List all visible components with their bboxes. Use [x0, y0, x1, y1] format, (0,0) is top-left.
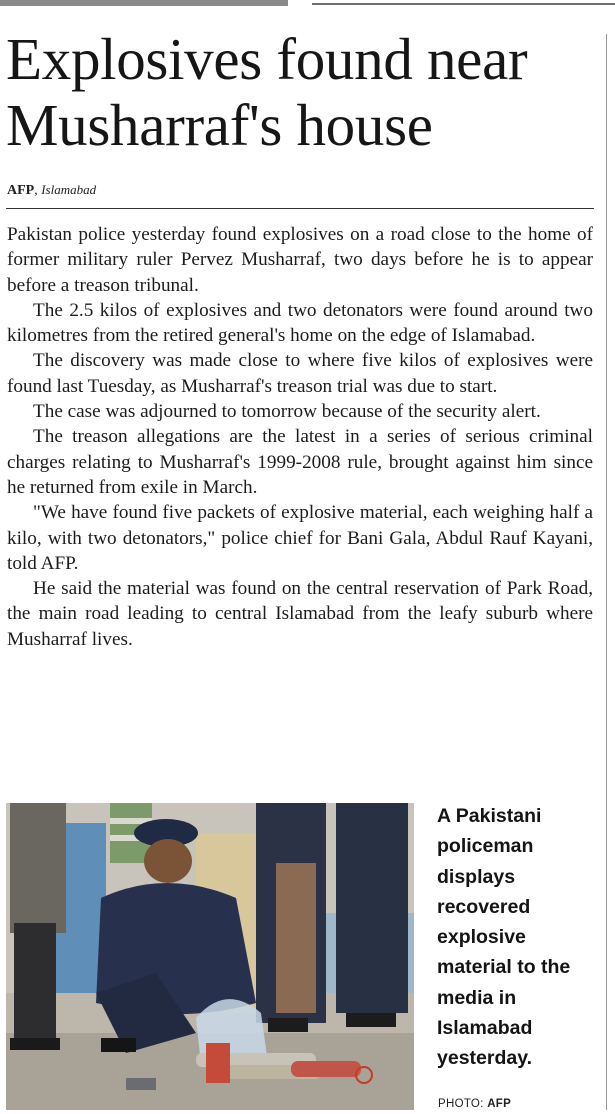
paragraph-3: The discovery was made close to where five kilos of explosives were found last Tuesday, as Musharraf's treason trial was due to start. [7, 350, 593, 397]
headline-line-2: Musharraf's house [6, 92, 433, 158]
news-photo [6, 803, 414, 1110]
byline-rule [6, 208, 594, 209]
paragraph-2: The 2.5 kilos of explosives and two detonators were found around two kilometres from the retired general's home on the edge of Islamabad. [7, 299, 593, 347]
photo-caption: A Pakistani policeman displays recovered explosive material to the media in Islamabad yesterday. [437, 805, 571, 1070]
column-rule [606, 34, 607, 1110]
byline [7, 181, 96, 200]
article-body [7, 222, 593, 652]
paragraph-5: The treason allegations are the latest in a series of serious criminal charges relating to Musharraf's 1999-2008 rule, brought against him since he returned from exile in March. [7, 426, 593, 498]
photo-credit-label: PHOTO: [438, 1098, 484, 1110]
paragraph-1: Pakistan police yesterday found explosives on a road close to the home of former military ruler Pervez Musharraf, two days before he is to appear before a treason tribunal. [7, 224, 593, 296]
byline-agency: AFP [7, 183, 35, 198]
photo-credit [438, 1097, 511, 1111]
headline [6, 26, 606, 158]
photo-credit-source: AFP [487, 1098, 512, 1110]
paragraph-7: He said the material was found on the central reservation of Park Road, the main road leading to central Islamabad from the leafy suburb where Musharraf lives. [7, 578, 593, 650]
byline-separator: , [34, 183, 38, 198]
top-rule-left [0, 0, 288, 6]
headline-line-1: Explosives found near [6, 26, 528, 92]
byline-place: Islamabad [41, 182, 97, 197]
paragraph-6: "We have found five packets of explosive material, each weighing half a kilo, with two detonators," police chief for Bani Gala, Abdul Rauf Kayani, told AFP. [7, 502, 593, 574]
top-rule-right [312, 3, 615, 5]
paragraph-4: The case was adjourned to tomorrow because of the security alert. [33, 401, 541, 423]
